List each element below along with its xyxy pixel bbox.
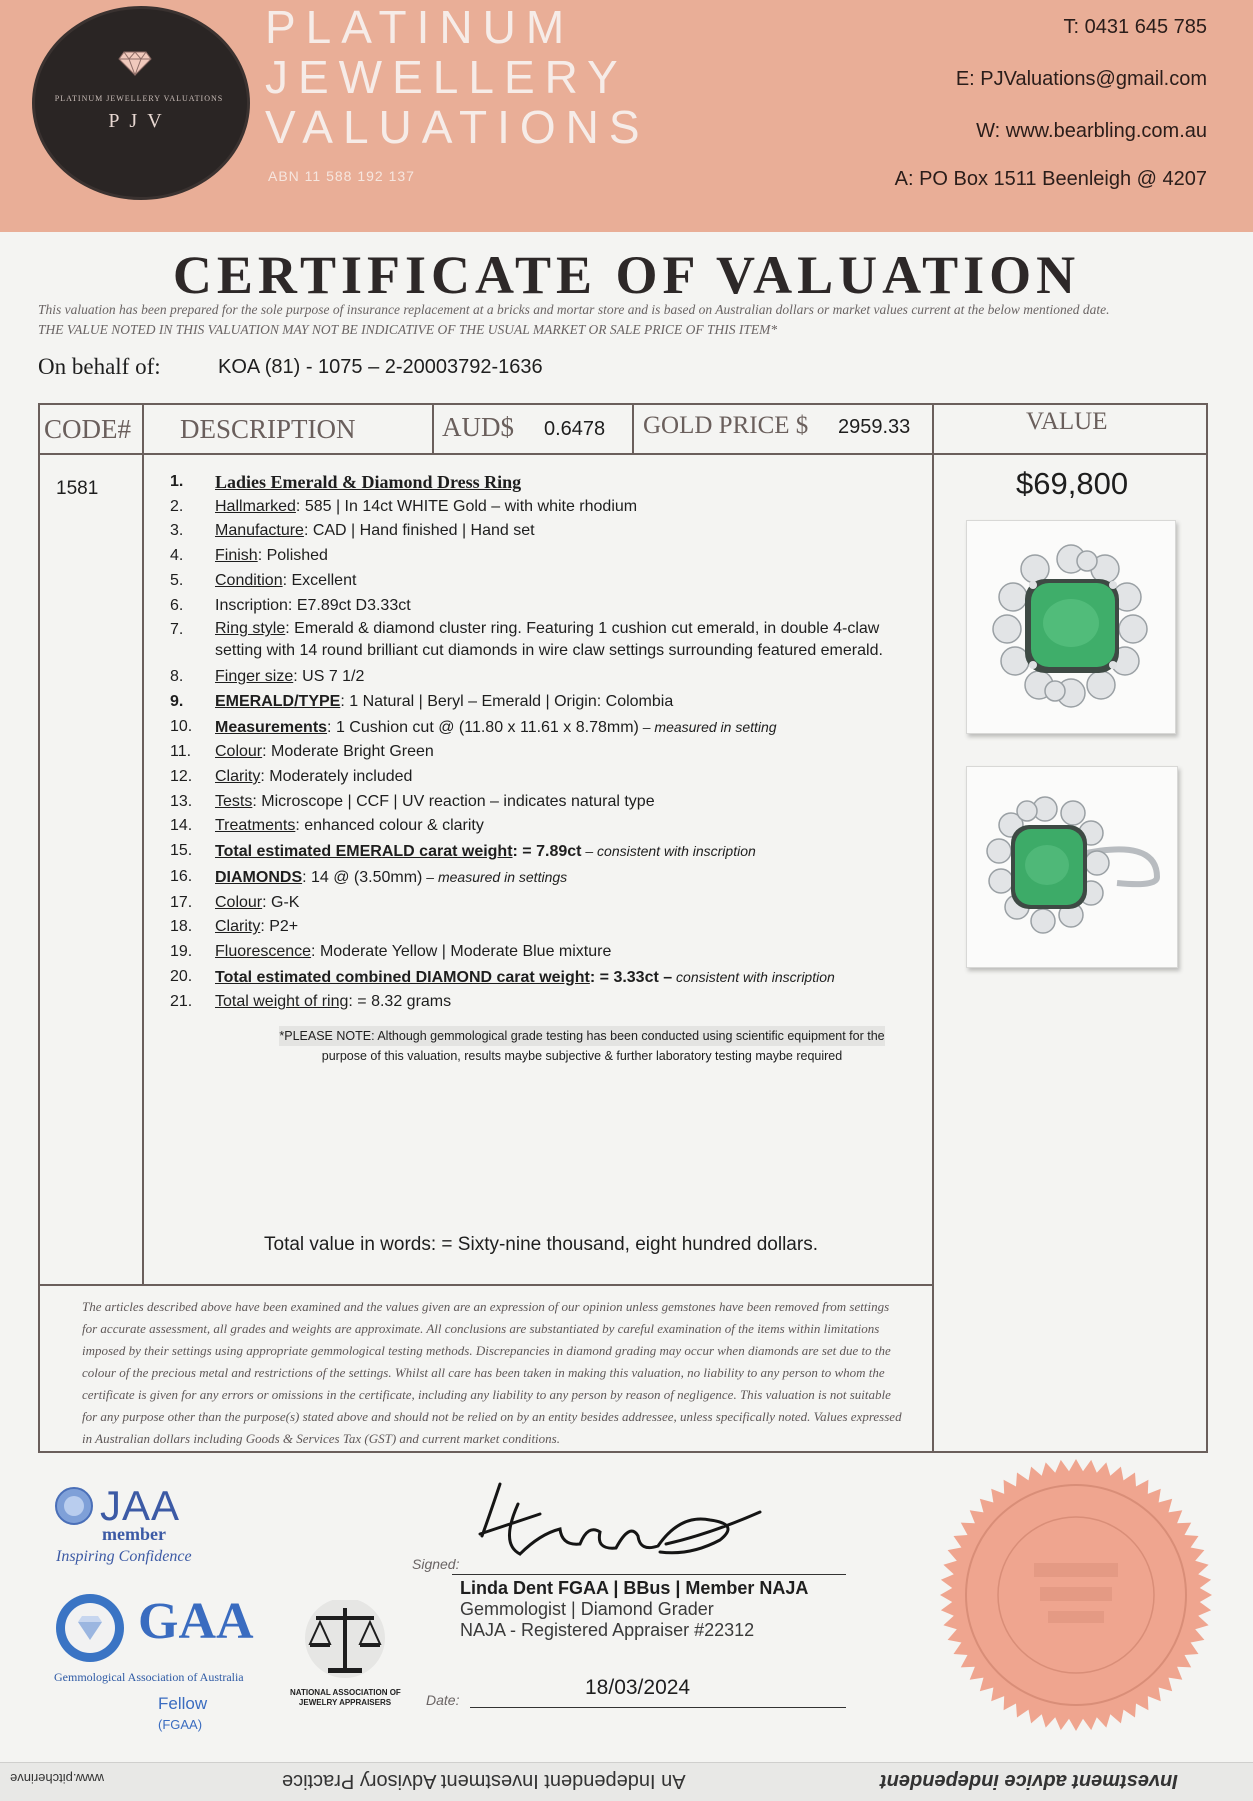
list-item [170,891,930,916]
brand-line: PLATINUM [265,1,575,53]
scales-of-justice-icon [290,1600,400,1686]
ring-top-view-image [967,521,1175,733]
note-line: purpose of this valuation, results maybe subjective & further laboratory testing maybe required [321,1049,843,1063]
item-number: 1. [170,473,184,490]
item-value: Inscription: E7.89ct D3.33ct [215,596,411,614]
description-header: DESCRIPTION [180,414,356,444]
gold-price-value: 2959.33 [838,416,911,438]
strip-heading: Investment advice independent [880,1770,1178,1792]
gaa-diamond-icon [54,1592,126,1664]
item-value: : Moderate Bright Green [262,743,434,761]
signer-name: Linda Dent FGAA | BBus | Member NAJA [460,1578,809,1598]
item-value: : 1 Natural | Beryl – Emerald | Origin: Colombia [340,692,674,710]
item-number: 12. [170,768,193,786]
item-value: : enhanced colour & clarity [295,817,484,835]
reverse-print-strip [0,1762,1253,1801]
item-note: – measured in setting [638,718,777,735]
gold-price-label: GOLD PRICE $ [643,412,809,439]
divider [142,403,144,1285]
phone: T: 0431 645 785 [1063,16,1207,38]
list-item [170,569,930,594]
divider [632,403,634,453]
signed-label: Signed: [412,1556,460,1572]
item-number: 2. [170,497,184,515]
item-key: Treatments [215,817,296,835]
note-line: *PLEASE NOTE: Although gemmological grade testing has been conducted using scientific equipment for the [279,1026,884,1046]
disclaimer-line: THE VALUE NOTED IN THIS VALUATION MAY NOT BE INDICATIVE OF THE USUAL MARKET OR SALE PRICE OF THIS ITEM* [38,322,778,337]
item-number: 6. [170,596,184,614]
item-number: 11. [170,743,192,761]
valuation-date: 18/03/2024 [585,1676,691,1699]
list-item [170,865,930,891]
signer-block [460,1578,808,1641]
item-value: : = 8.32 grams [348,993,452,1011]
item-key: Colour [215,893,263,911]
item-value: : Moderate Yellow | Moderate Blue mixture [311,942,612,960]
item-value: : 1 Cushion cut @ (11.80 x 11.61 x 8.78mm) [327,718,639,736]
please-note [272,1026,892,1066]
certificate-title: CERTIFICATE OF VALUATION [172,245,1081,305]
item-key: Total weight of ring [215,993,349,1011]
naja-line: JEWELRY APPRAISERS [298,1698,392,1707]
item-note: consistent with inscription [672,968,835,985]
date-line [470,1707,846,1708]
item-number: 15. [170,842,193,860]
ring-photo-top [966,520,1176,734]
naja-line: NATIONAL ASSOCIATION OF [290,1688,401,1697]
list-item [170,715,930,741]
item-number: 21. [170,993,193,1011]
item-number: 5. [170,571,184,589]
item-number: 9. [170,692,184,710]
item-key: DIAMONDS [215,868,303,886]
address: A: PO Box 1511 Beenleigh @ 4207 [894,168,1207,190]
item-number: 13. [170,792,193,810]
item-number: 16. [170,867,193,885]
total-value-in-words: Total value in words: = Sixty-nine thousand, eight hundred dollars. [264,1234,818,1255]
item-key: Tests [215,792,253,810]
item-value: : 585 | In 14ct WHITE Gold – with white rhodium [295,497,638,515]
item-number: 17. [170,893,193,911]
item-number: 7. [170,621,184,639]
value-header: VALUE [1026,408,1108,435]
item-value: : 14 @ (3.50mm) [302,868,423,886]
fellow-label [158,1694,207,1734]
item-key: Ring style [215,620,286,638]
signature-line [452,1574,846,1575]
item-value: : G-K [262,893,300,911]
item-code: 1581 [56,478,99,499]
item-key: EMERALD/TYPE [215,692,341,710]
date-label: Date: [426,1692,460,1708]
item-number: 10. [170,717,193,735]
brand-line: JEWELLERY [265,51,628,103]
handwritten-signature [470,1474,770,1574]
item-note: – measured in settings [422,868,568,885]
description-list [170,470,930,1015]
list-item [170,495,930,520]
item-title: Ladies Emerald & Diamond Dress Ring [215,472,522,492]
list-item [170,519,930,544]
brand-line: VALUATIONS [265,101,650,153]
item-note: – consistent with inscription [581,843,756,860]
item-value: : US 7 1/2 [293,668,365,686]
jaa-text: JAA [100,1482,181,1529]
list-item [170,940,930,965]
item-number: 20. [170,967,193,985]
item-value: : Microscope | CCF | UV reaction – indicates natural type [252,792,655,810]
item-key: Clarity [215,768,261,786]
ring-side-view-image [967,767,1177,967]
item-key: Hallmarked [215,497,296,515]
list-item [170,965,930,991]
item-key: Manufacture [215,522,304,540]
embossed-seal [936,1455,1216,1735]
item-value: : Moderately included [260,768,413,786]
item-number: 14. [170,817,193,835]
list-item [170,790,930,815]
list-item [170,765,930,790]
item-key: Total estimated EMERALD carat weight [215,843,513,861]
jaa-member-text: member [102,1524,166,1544]
item-key: Colour [215,743,263,761]
aud-rate: 0.6478 [544,418,606,440]
on-behalf-label: On behalf of: [38,354,161,379]
item-key: Finish [215,547,258,565]
item-number: 19. [170,942,193,960]
item-value: : Excellent [282,571,357,589]
gaa-full-name: Gemmological Association of Australia [54,1670,244,1684]
list-item [170,544,930,569]
item-value: : P2+ [260,918,299,936]
email: E: PJValuations@gmail.com [955,68,1207,90]
item-value: : = 7.89ct [512,843,582,861]
strip-tagline: An Independent Investment Advisory Practice [282,1770,686,1792]
item-number: 8. [170,668,184,686]
logo-ring-text: PLATINUM JEWELLERY VALUATIONS [54,94,224,103]
item-value: : CAD | Hand finished | Hand set [303,522,535,540]
website: W: www.bearbling.com.au [976,120,1207,142]
gaa-text: GAA [138,1593,254,1650]
list-item [170,740,930,765]
aud-label: AUD$ [442,412,514,442]
list-item [170,665,930,690]
item-key: Measurements [215,718,328,736]
item-key: Total estimated combined DIAMOND carat weight [215,968,590,986]
fellow-abbr: (FGAA) [158,1717,203,1732]
list-item [170,915,930,940]
list-item [170,990,930,1015]
list-item [170,470,930,495]
pjv-logo [32,6,250,200]
divider [432,403,434,453]
on-behalf-value: KOA (81) - 1075 – 2-20003792-1636 [218,356,543,378]
jaa-tagline: Inspiring Confidence [56,1548,192,1565]
item-key: Condition [215,571,283,589]
item-key: Clarity [215,918,261,936]
item-key: Fluorescence [215,942,312,960]
divider [932,403,934,1453]
abn-number: ABN 11 588 192 137 [268,168,415,184]
diamond-icon [118,50,152,76]
list-item [170,690,930,715]
item-value: : Polished [257,547,328,565]
item-value: : = 3.33ct – [589,968,673,986]
list-item [170,839,930,865]
brand-name [265,2,650,152]
logo-initials: PJV [108,110,172,132]
ring-photo-side [966,766,1178,968]
item-number: 18. [170,918,193,936]
item-number: 3. [170,522,184,540]
divider [38,453,1208,455]
list-item [170,594,930,619]
legal-disclaimer: The articles described above have been examined and the values given are an expression of our opinion unless gemstones have been removed from settings for accurate assessment, all grades and weights are approximate. All conclusions are substantiated by careful examination of the items within limitations imposed by their settings using appropriate gemmological testing methods. Discrepancies in diamond grading may occur when diamonds are set due to the colour of the precious metal and restrictions of the settings. Whilst all care has been taken in making this valuation, no liability to any person to whom the certificate is given for any errors or omissions in the certificate, including any liability to any person by reason of negligence. This valuation is not suitable for any purpose other than the purpose(s) stated above and should not be relied on by an entity besides addressee, unless specifically noted. Values expressed in Australian dollars including Goods & Services Tax (GST) and current market conditions. [82,1299,902,1446]
letterhead [0,0,1253,232]
strip-url: www.pitcherinve [10,1771,104,1786]
list-item [170,814,930,839]
item-number: 4. [170,547,184,565]
signer-role: Gemmologist | Diamond Grader [460,1599,714,1619]
jaa-globe-icon [54,1486,94,1526]
fellow-text: Fellow [158,1694,208,1713]
item-value: : Emerald & diamond cluster ring. Featuring 1 cushion cut emerald, in double 4-claw setting with 14 round brilliant cut diamonds in wire claw settings surrounding featured emerald. [215,620,883,660]
code-header: CODE# [44,414,131,444]
divider [38,1284,934,1286]
disclaimer-line: This valuation has been prepared for the sole purpose of insurance replacement at a bricks and mortar store and is based on Australian dollars or market values current at the below mentioned date. [38,302,1110,317]
signer-registration: NAJA - Registered Appraiser #22312 [460,1620,755,1640]
list-item [170,618,930,662]
valuation-amount: $69,800 [1016,466,1129,501]
item-key: Finger size [215,668,294,686]
